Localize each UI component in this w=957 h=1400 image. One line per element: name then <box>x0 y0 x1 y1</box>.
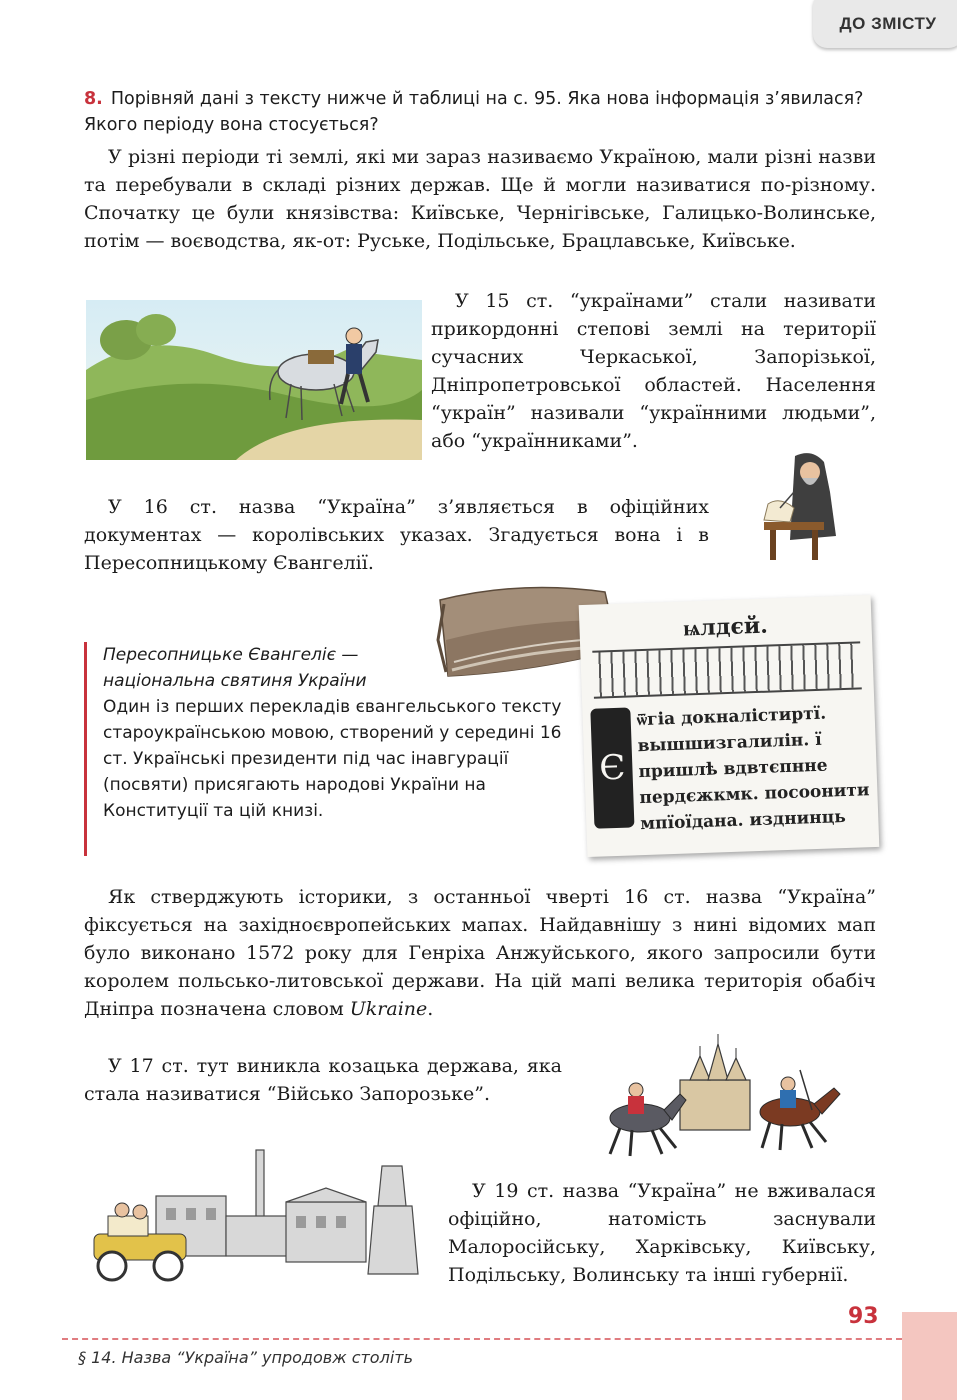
ukraine-word: Ukraine <box>349 998 428 1020</box>
sidebar-title-line1: Пересопницьке Євангеліє — <box>103 645 359 665</box>
manuscript-ornament <box>592 641 862 698</box>
paragraph-4-main: Як стверджують історики, з останньої чверті 16 ст. назва “Україна” фіксується на західноєвропейських мапах. Найдавнішу з нині відомих мап було виконано 1572 року для Генріха Анжуйського, якого запросили бути королем польсько-литовської держави. На цій мапі велика територія обабіч Дніпра позначена словом <box>84 886 876 1020</box>
manuscript-text <box>636 699 870 837</box>
task-number: 8. <box>84 89 103 109</box>
section-title: § 14. Назва “Україна” упродовж століть <box>78 1348 414 1367</box>
factory-car-illustration <box>86 1146 436 1296</box>
task-8 <box>84 86 884 138</box>
paragraph-1: У різні періоди ті землі, які ми зараз називаємо Україною, мали різні назви та перебували в складі різних держав. Ще й могли називатися по-різному. Спочатку це були князівства: Київське, Чернігівське, Галицько-Волинське, потім — воєводства, як-от: Руське, Подільське, Брацлавське, Київське. <box>84 146 876 252</box>
manuscript-line: мпїоїдана. изднинць <box>640 806 847 835</box>
manuscript-fragment <box>579 595 880 857</box>
paragraph-4 <box>84 883 876 1023</box>
task-text: Порівняй дані з тексту нижче й таблиці на с. 95. Яка нова інформація з’явилася? Якого періоду вона стосується? <box>84 89 864 135</box>
page-number-box <box>902 1312 957 1400</box>
manuscript-line: пердєжкмк. посоонити <box>639 780 870 809</box>
paragraph-2: У 15 ст. “українами” стали називати прикордонні степові землі на території сучасних Черкаської, Запорізької, Дніпропетровської областей. Населення “україн” називали “українними людьми”, або “українниками”. <box>431 290 876 452</box>
to-contents-button[interactable]: ДО ЗМІСТУ <box>813 0 957 48</box>
manuscript-line: пришлѣ вдвтєпнне <box>638 755 828 783</box>
footer-divider <box>62 1338 902 1340</box>
page-number: 93 <box>848 1304 879 1329</box>
sidebar-title-line2: національна святиня України <box>103 671 367 691</box>
paragraph-5: У 17 ст. тут виникла козацька держава, яка стала називатися “Військо Запорозьке”. <box>84 1055 562 1105</box>
manuscript-line: вышшизгалилін. ї <box>637 729 822 757</box>
paragraph-3: У 16 ст. назва “Україна” з’являється в офіційних документах — королівських указах. Згадується вона і в Пересопницькому Євангелії. <box>84 496 709 574</box>
monk-scribe-illustration <box>750 448 865 568</box>
sidebar-body: Один із перших перекладів євангельського тексту староукраїнською мовою, створений у середині 16 ст. Українські президенти під час інавгурації (посвяти) присягають народові України на Конституції та цій книзі. <box>103 697 562 821</box>
illuminated-initial: Є <box>590 707 634 828</box>
peresopnytsia-sidebar <box>84 642 566 856</box>
rider-horse-illustration <box>86 300 422 460</box>
cossacks-church-illustration <box>590 1030 860 1165</box>
paragraph-4-end: . <box>427 998 434 1020</box>
manuscript-header: ѩлдєй. <box>682 612 769 642</box>
paragraph-6: У 19 ст. назва “Україна” не вживалася офіційно, натомість заснували Малоросійську, Харківську, Київську, Подільську, Волинську та інші губернії. <box>448 1180 876 1286</box>
manuscript-line: ѿгіа докналістиртї. <box>636 703 827 731</box>
